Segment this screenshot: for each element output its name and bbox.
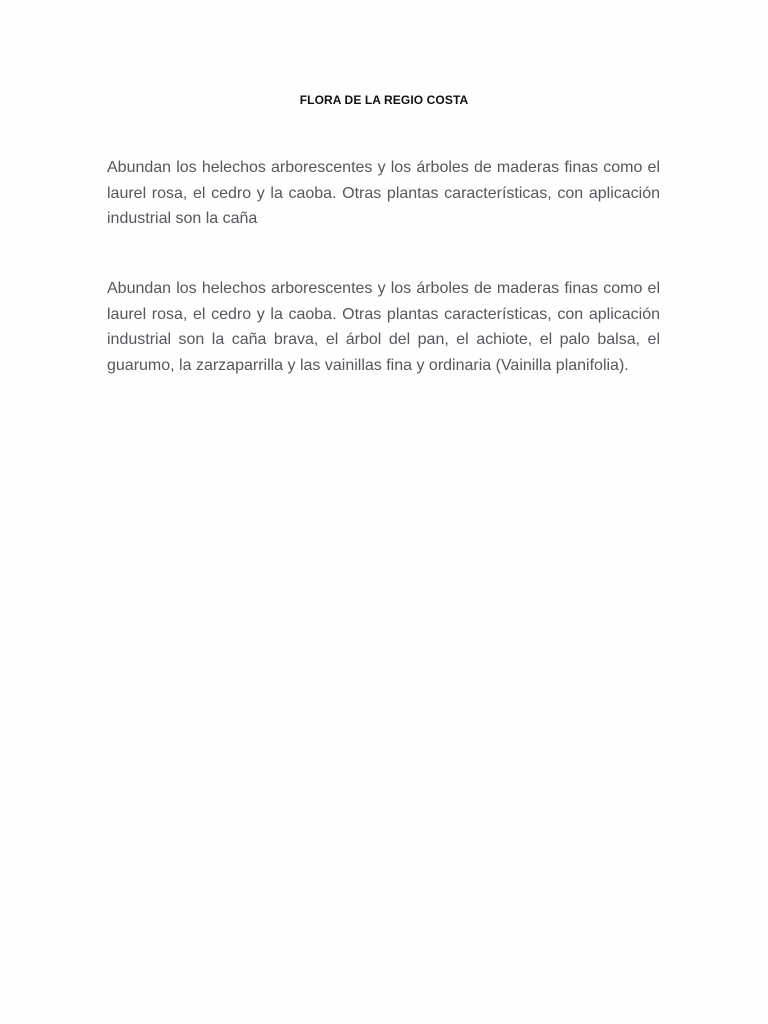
body-paragraph-2: Abundan los helechos arborescentes y los árboles de maderas finas como el laurel rosa, el cedro y la caoba. Otras plantas características, con aplicación industrial son la caña brava, el árbol del pan, el achiote, el palo balsa, el guarumo, la zarzaparrilla y las vainillas fina y ordinaria (Vainilla planifolia). [107,280,660,374]
document-title: FLORA DE LA REGIO COSTA [299,93,469,107]
body-paragraph-1: Abundan los helechos arborescentes y los árboles de maderas finas como el laurel rosa, el cedro y la caoba. Otras plantas características, con aplicación industrial son la caña [107,159,660,227]
